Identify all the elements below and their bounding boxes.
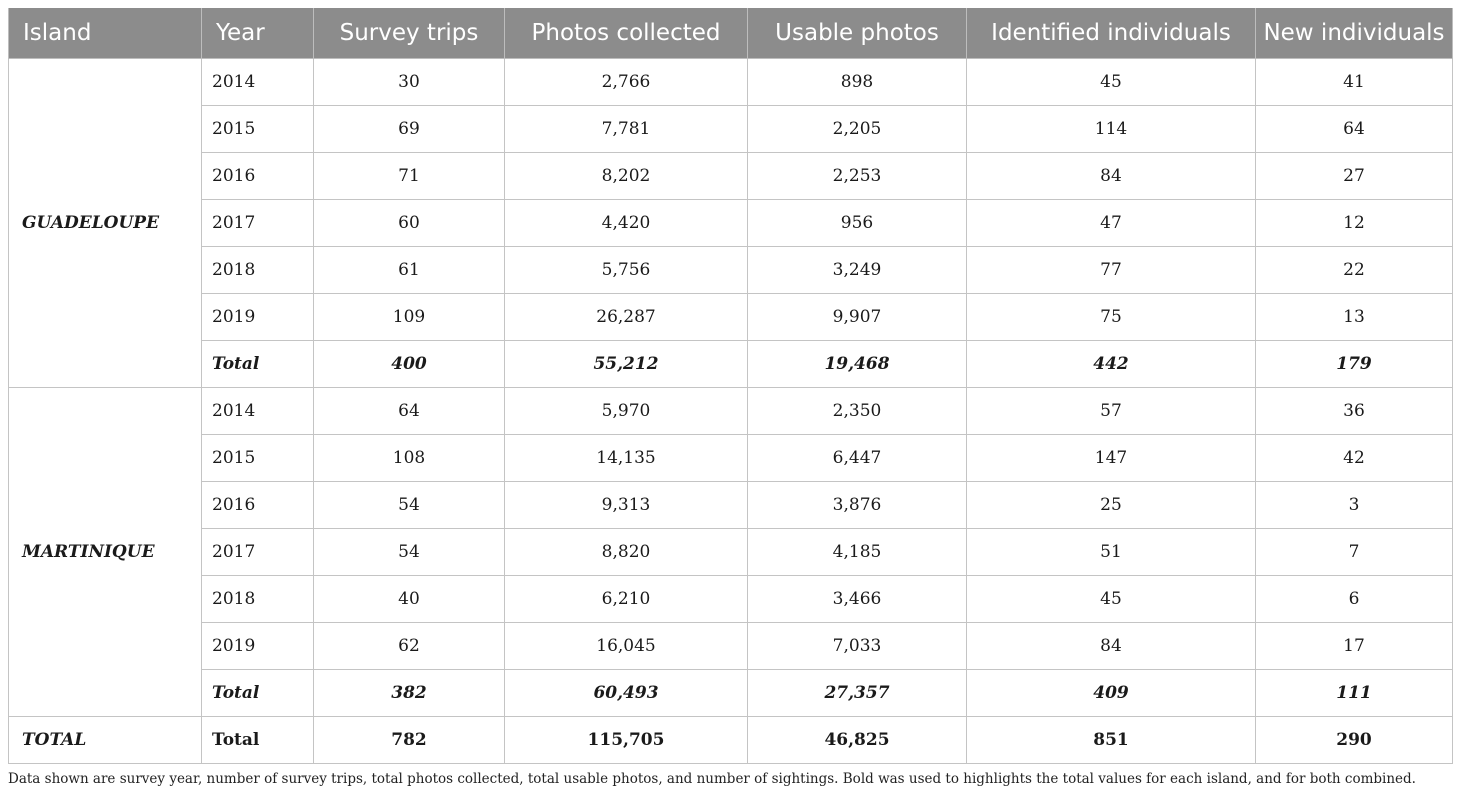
year-cell: 2015 bbox=[202, 435, 314, 482]
data-cell: 47 bbox=[967, 200, 1256, 247]
data-cell: 84 bbox=[967, 153, 1256, 200]
data-cell: 8,820 bbox=[505, 529, 748, 576]
data-cell: 14,135 bbox=[505, 435, 748, 482]
table-row bbox=[9, 200, 1453, 247]
data-cell: 6 bbox=[1256, 576, 1453, 623]
data-cell: 4,185 bbox=[748, 529, 967, 576]
table-body bbox=[9, 59, 1453, 764]
data-cell: 25 bbox=[967, 482, 1256, 529]
table-row bbox=[9, 576, 1453, 623]
data-cell: 64 bbox=[1256, 106, 1453, 153]
total-value-cell: 27,357 bbox=[748, 670, 967, 717]
grand-total-value-cell: 290 bbox=[1256, 717, 1453, 764]
total-value-cell: 382 bbox=[314, 670, 505, 717]
data-cell: 2,253 bbox=[748, 153, 967, 200]
table-row bbox=[9, 623, 1453, 670]
data-cell: 22 bbox=[1256, 247, 1453, 294]
year-cell: 2016 bbox=[202, 153, 314, 200]
year-cell: 2015 bbox=[202, 106, 314, 153]
header-row bbox=[9, 8, 1453, 59]
data-cell: 41 bbox=[1256, 59, 1453, 106]
data-cell: 147 bbox=[967, 435, 1256, 482]
data-cell: 956 bbox=[748, 200, 967, 247]
data-cell: 77 bbox=[967, 247, 1256, 294]
grand-total-value-cell: 782 bbox=[314, 717, 505, 764]
data-cell: 9,313 bbox=[505, 482, 748, 529]
data-cell: 57 bbox=[967, 388, 1256, 435]
data-cell: 4,420 bbox=[505, 200, 748, 247]
grand-total-row bbox=[9, 717, 1453, 764]
column-header-year: Year bbox=[202, 8, 314, 59]
year-cell: 2014 bbox=[202, 59, 314, 106]
data-cell: 71 bbox=[314, 153, 505, 200]
total-value-cell: 55,212 bbox=[505, 341, 748, 388]
data-cell: 7,033 bbox=[748, 623, 967, 670]
grand-total-value-cell: 851 bbox=[967, 717, 1256, 764]
data-cell: 6,210 bbox=[505, 576, 748, 623]
data-cell: 898 bbox=[748, 59, 967, 106]
data-cell: 61 bbox=[314, 247, 505, 294]
total-value-cell: 442 bbox=[967, 341, 1256, 388]
table-row bbox=[9, 388, 1453, 435]
year-cell: 2014 bbox=[202, 388, 314, 435]
data-cell: 3,876 bbox=[748, 482, 967, 529]
data-cell: 3,466 bbox=[748, 576, 967, 623]
table-row bbox=[9, 153, 1453, 200]
total-value-cell: 19,468 bbox=[748, 341, 967, 388]
data-cell: 84 bbox=[967, 623, 1256, 670]
total-value-cell: 409 bbox=[967, 670, 1256, 717]
table-row bbox=[9, 529, 1453, 576]
data-cell: 114 bbox=[967, 106, 1256, 153]
data-cell: 30 bbox=[314, 59, 505, 106]
column-header-survey-trips: Survey trips bbox=[314, 8, 505, 59]
data-cell: 69 bbox=[314, 106, 505, 153]
table-row bbox=[9, 247, 1453, 294]
data-cell: 3 bbox=[1256, 482, 1453, 529]
data-cell: 7,781 bbox=[505, 106, 748, 153]
table-row bbox=[9, 482, 1453, 529]
column-header-identified-individuals: Identified individuals bbox=[967, 8, 1256, 59]
data-cell: 5,756 bbox=[505, 247, 748, 294]
data-cell: 75 bbox=[967, 294, 1256, 341]
data-cell: 6,447 bbox=[748, 435, 967, 482]
column-header-usable-photos: Usable photos bbox=[748, 8, 967, 59]
data-cell: 2,205 bbox=[748, 106, 967, 153]
column-header-island: Island bbox=[9, 8, 202, 59]
island-name-cell: GUADELOUPE bbox=[9, 59, 202, 388]
data-cell: 3,249 bbox=[748, 247, 967, 294]
total-value-cell: 111 bbox=[1256, 670, 1453, 717]
data-cell: 64 bbox=[314, 388, 505, 435]
year-cell: 2019 bbox=[202, 294, 314, 341]
data-cell: 42 bbox=[1256, 435, 1453, 482]
total-value-cell: 400 bbox=[314, 341, 505, 388]
data-cell: 54 bbox=[314, 529, 505, 576]
year-cell: 2018 bbox=[202, 576, 314, 623]
data-cell: 13 bbox=[1256, 294, 1453, 341]
grand-total-year-cell: Total bbox=[202, 717, 314, 764]
year-cell: 2017 bbox=[202, 529, 314, 576]
data-cell: 16,045 bbox=[505, 623, 748, 670]
table-row bbox=[9, 59, 1453, 106]
data-cell: 5,970 bbox=[505, 388, 748, 435]
data-cell: 36 bbox=[1256, 388, 1453, 435]
data-cell: 7 bbox=[1256, 529, 1453, 576]
column-header-photos-collected: Photos collected bbox=[505, 8, 748, 59]
grand-total-label-cell: TOTAL bbox=[9, 717, 202, 764]
year-cell: 2018 bbox=[202, 247, 314, 294]
year-cell: 2016 bbox=[202, 482, 314, 529]
data-cell: 26,287 bbox=[505, 294, 748, 341]
data-cell: 62 bbox=[314, 623, 505, 670]
data-cell: 51 bbox=[967, 529, 1256, 576]
island-total-row bbox=[9, 670, 1453, 717]
column-header-new-individuals: New individuals bbox=[1256, 8, 1453, 59]
grand-total-value-cell: 46,825 bbox=[748, 717, 967, 764]
data-cell: 40 bbox=[314, 576, 505, 623]
year-cell: 2019 bbox=[202, 623, 314, 670]
total-label-cell: Total bbox=[202, 341, 314, 388]
data-cell: 27 bbox=[1256, 153, 1453, 200]
island-name-cell: MARTINIQUE bbox=[9, 388, 202, 717]
table-row bbox=[9, 435, 1453, 482]
data-cell: 45 bbox=[967, 59, 1256, 106]
total-label-cell: Total bbox=[202, 670, 314, 717]
island-total-row bbox=[9, 341, 1453, 388]
data-cell: 109 bbox=[314, 294, 505, 341]
year-cell: 2017 bbox=[202, 200, 314, 247]
data-cell: 2,350 bbox=[748, 388, 967, 435]
grand-total-value-cell: 115,705 bbox=[505, 717, 748, 764]
table-row bbox=[9, 294, 1453, 341]
total-value-cell: 179 bbox=[1256, 341, 1453, 388]
table-row bbox=[9, 106, 1453, 153]
survey-data-table bbox=[8, 8, 1453, 764]
data-cell: 12 bbox=[1256, 200, 1453, 247]
data-cell: 2,766 bbox=[505, 59, 748, 106]
total-value-cell: 60,493 bbox=[505, 670, 748, 717]
data-cell: 60 bbox=[314, 200, 505, 247]
data-cell: 17 bbox=[1256, 623, 1453, 670]
data-cell: 8,202 bbox=[505, 153, 748, 200]
data-cell: 9,907 bbox=[748, 294, 967, 341]
data-cell: 108 bbox=[314, 435, 505, 482]
table-caption: Data shown are survey year, number of survey trips, total photos collected, total usable photos, and number of sightings. Bold was used to highlights the total values for each island, and for both combined. bbox=[8, 771, 1416, 787]
data-cell: 54 bbox=[314, 482, 505, 529]
data-cell: 45 bbox=[967, 576, 1256, 623]
